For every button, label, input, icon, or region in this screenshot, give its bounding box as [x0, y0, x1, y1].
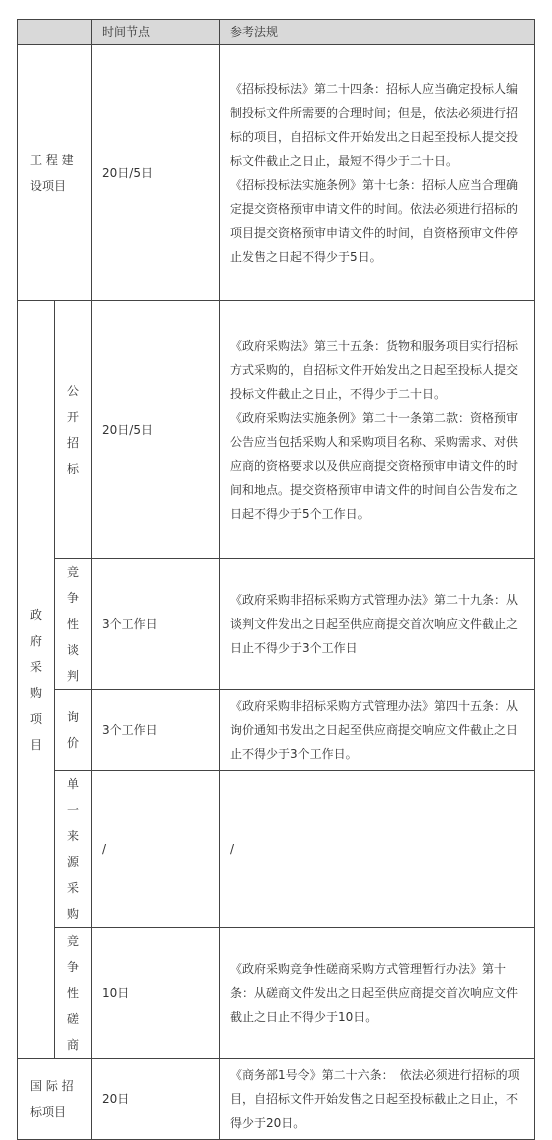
category-construction: 工 程 建 设项目 — [18, 45, 92, 301]
law-consultation: 《政府采购竞争性磋商采购方式管理暂行办法》第十条：从磋商文件发出之日起至供应商提交首次响应文件截止之日止不得少于10日。 — [220, 928, 535, 1059]
time-consultation: 10日 — [92, 928, 220, 1059]
header-law: 参考法规 — [220, 20, 535, 45]
time-international: 20日 — [92, 1059, 220, 1140]
time-construction: 20日/5日 — [92, 45, 220, 301]
law-single-source: / — [220, 771, 535, 928]
table-row-negotiation — [18, 559, 535, 690]
time-negotiation: 3个工作日 — [92, 559, 220, 690]
law-open-tender-2: 《政府采购法实施条例》第二十一条第二款：资格预审公告应当包括采购人和采购项目名称、采购需求、对供应商的资格要求以及供应商提交资格预审申请文件的时间和地点。提交资格预审申请文件的时间自公告发布之日起不得少于5个工作日。 — [230, 410, 519, 521]
table-row-inquiry — [18, 690, 535, 771]
law-construction-2: 《招标投标法实施条例》第十七条：招标人应当合理确定提交资格预审申请文件的时间。依法必须进行招标的项目提交资格预审申请文件的时间，自资格预审文件停止发售之日起不得少于5日。 — [230, 177, 519, 264]
method-single-source: 单一来源采购 — [55, 771, 92, 928]
law-international: 《商务部1号令》第二十六条： 依法必须进行招标的项目，自招标文件开始发售之日起至投标截止之日止，不得少于20日。 — [220, 1059, 535, 1140]
header-row — [18, 20, 535, 45]
time-open-tender: 20日/5日 — [92, 301, 220, 559]
method-negotiation: 竞争性谈判 — [55, 559, 92, 690]
table-row-consultation — [18, 928, 535, 1059]
law-construction — [220, 45, 535, 301]
table-row-international — [18, 1059, 535, 1140]
method-inquiry: 询价 — [55, 690, 92, 771]
law-open-tender-1: 《政府采购法》第三十五条：货物和服务项目实行招标方式采购的，自招标文件开始发出之日起至投标人提交投标文件截止之日止，不得少于二十日。 — [230, 338, 519, 401]
law-negotiation: 《政府采购非招标采购方式管理办法》第二十九条：从谈判文件发出之日起至供应商提交首次响应文件截止之日止不得少于3个工作日 — [220, 559, 535, 690]
table-row-single-source — [18, 771, 535, 928]
law-construction-1: 《招标投标法》第二十四条：招标人应当确定投标人编制投标文件所需要的合理时间；但是，依法必须进行招标的项目，自招标文件开始发出之日起至投标人提交投标文件截止之日止，最短不得少于二十日。 — [230, 81, 519, 168]
regulation-table — [17, 19, 535, 1140]
category-government: 政府采购项目 — [18, 301, 55, 1059]
header-corner-cell — [18, 20, 92, 45]
time-inquiry: 3个工作日 — [92, 690, 220, 771]
time-single-source: / — [92, 771, 220, 928]
header-time: 时间节点 — [92, 20, 220, 45]
table-row-construction — [18, 45, 535, 301]
method-open-tender: 公开招标 — [55, 301, 92, 559]
method-consultation: 竞争性磋商 — [55, 928, 92, 1059]
law-open-tender — [220, 301, 535, 559]
table-row-open-tender — [18, 301, 535, 559]
law-inquiry: 《政府采购非招标采购方式管理办法》第四十五条：从询价通知书发出之日起至供应商提交响应文件截止之日止不得少于3个工作日。 — [220, 690, 535, 771]
category-international: 国 际 招 标项目 — [18, 1059, 92, 1140]
